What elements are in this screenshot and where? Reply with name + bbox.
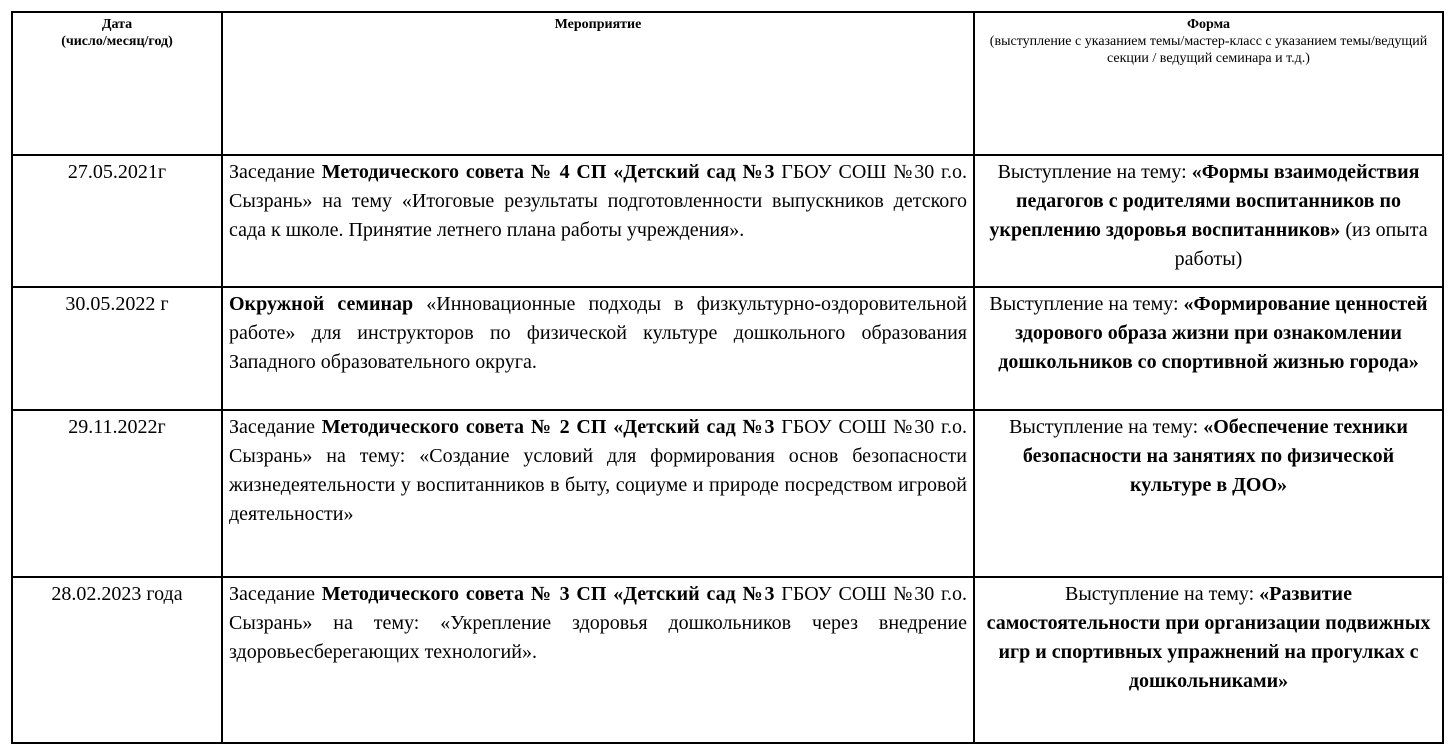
form-bold: «Развитие самостоятельности при организации подвижных игр и спортивных упражнений на прогулках с дошкольниками» (986, 583, 1431, 692)
header-date-title: Дата (101, 17, 133, 32)
form-text: Выступление на тему: (989, 293, 1184, 315)
table-row (12, 155, 1443, 287)
form-text: Выступление на тему: (1009, 416, 1204, 438)
row-form (974, 410, 1443, 577)
table-row (12, 287, 1443, 410)
event-text: Заседание (229, 161, 322, 183)
row-event (222, 155, 974, 287)
event-text-rest: «Инновационные подходы в физкультурно-оздоровительной работе» для инструкторов по физической культуре дошкольного образования Западного образовательного округа. (229, 293, 968, 373)
form-bold: «Обеспечение техники безопасности на занятиях по физической культуре в ДОО» (1022, 416, 1408, 496)
row-form (974, 577, 1443, 743)
row-date: 29.11.2022г (12, 410, 222, 577)
header-event (222, 12, 974, 155)
row-event (222, 577, 974, 743)
header-event-title: Мероприятие (554, 17, 642, 32)
form-text: Выступление на тему: (997, 161, 1192, 183)
header-date-sub: (число/месяц/год) (61, 34, 173, 49)
event-text-rest: ГБОУ СОШ №30 г.о. Сызрань» на тему: «Укрепление здоровья дошкольников через внедрение здоровьесберегающих технологий». (229, 583, 967, 663)
header-form-sub: (выступление с указанием темы/мастер-класс с указанием темы/ведущий секции / ведущий семинара и т.д.) (989, 34, 1428, 66)
row-event (222, 410, 974, 577)
row-date: 30.05.2022 г (12, 287, 222, 410)
table-row (12, 410, 1443, 577)
header-form-title: Форма (1186, 17, 1231, 32)
event-text-rest: ГБОУ СОШ №30 г.о. Сызрань» на тему: «Создание условий для формирования основ безопасности жизнедеятельности у воспитанников в быту, социуме и природе посредством игровой деятельности» (229, 416, 967, 525)
event-bold: Методического совета № 2 СП «Детский сад №3 (321, 416, 775, 438)
header-row (12, 12, 1443, 155)
header-date (12, 12, 222, 155)
row-form (974, 287, 1443, 410)
row-date: 28.02.2023 года (12, 577, 222, 743)
events-table (11, 11, 1444, 744)
row-date: 27.05.2021г (12, 155, 222, 287)
form-text-rest: (из опыта работы) (1174, 219, 1428, 270)
form-text: Выступление на тему: (1065, 583, 1260, 605)
event-bold: Методического совета № 4 СП «Детский сад №3 (321, 161, 775, 183)
event-text-rest: ГБОУ СОШ №30 г.о. Сызрань» на тему «Итоговые результаты подготовленности выпускников детского сада к школе. Принятие летнего плана работы учреждения». (229, 161, 967, 241)
event-text: Заседание (229, 416, 322, 438)
event-text: Заседание (229, 583, 322, 605)
row-form (974, 155, 1443, 287)
row-event (222, 287, 974, 410)
event-bold: Окружной семинар (229, 293, 414, 315)
form-bold: «Формы взаимодействия педагогов с родителями воспитанников по укреплению здоровья воспитанников» (989, 161, 1420, 241)
header-form (974, 12, 1443, 155)
form-bold: «Формирование ценностей здорового образа жизни при ознакомлении дошкольников со спортивной жизнью города» (998, 293, 1428, 373)
table-row (12, 577, 1443, 743)
event-bold: Методического совета № 3 СП «Детский сад №3 (321, 583, 775, 605)
